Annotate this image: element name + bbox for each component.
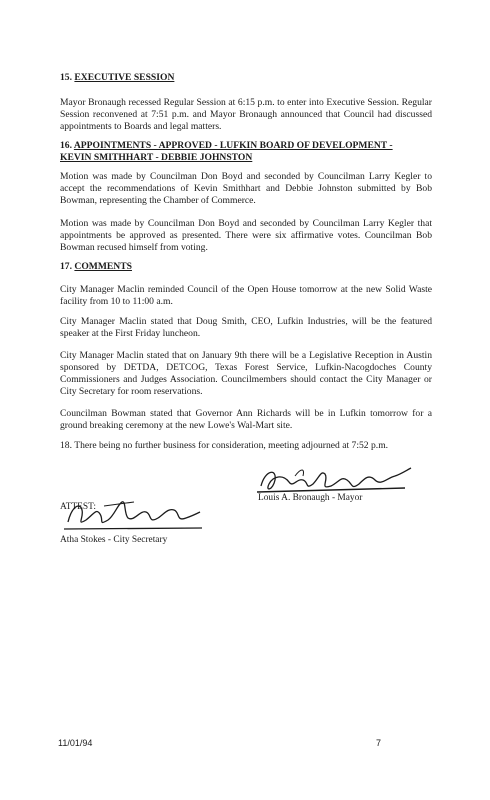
section-16-paragraph-1: Motion was made by Councilman Don Boyd and seconded by Councilman Larry Kegler to accept the recommendations of Kevin Smithhart and Debbie Johnston submitted by Bob Bowman, representing the Chamber of Commerce. (60, 171, 432, 206)
footer-date: 11/01/94 (58, 738, 93, 748)
section-16-paragraph-2: Motion was made by Councilman Don Boyd and seconded by Councilman Larry Kegler that appointments be approved as presented. There were six affirmative votes. Councilman Bob Bowman recused himself from voting. (60, 218, 432, 253)
section-15-title: EXECUTIVE SESSION (74, 72, 175, 83)
section-17-paragraph-4: Councilman Bowman stated that Governor Ann Richards will be in Lufkin tomorrow for a ground breaking ceremony at the new Lowe's Wal-Mart site. (60, 408, 432, 431)
section-16-number: 16. (60, 140, 72, 151)
section-17-paragraph-1: City Manager Maclin reminded Council of the Open House tomorrow at the new Solid Waste facility from 10 to 11:00 a.m. (60, 284, 432, 307)
section-17-number: 17. (60, 261, 72, 272)
section-15-paragraph: Mayor Bronaugh recessed Regular Session at 6:15 p.m. to enter into Executive Session. Regular Session reconvened at 7:51 p.m. and Mayor Bronaugh announced that Council had discussed appointments to Boards and legal matters. (60, 97, 432, 132)
section-17-paragraph-2: City Manager Maclin stated that Doug Smith, CEO, Lufkin Industries, will be the featured speaker at the First Friday luncheon. (60, 316, 432, 339)
section-15-number: 15. (60, 72, 72, 83)
mayor-signature-icon (255, 464, 415, 496)
mayor-name: Louis A. Bronaugh - Mayor (258, 493, 363, 503)
secretary-name: Atha Stokes - City Secretary (60, 535, 168, 545)
section-18-paragraph: 18. There being no further business for consideration, meeting adjourned at 7:52 p.m. (60, 440, 389, 451)
section-16-title-line2: KEVIN SMITHHART - DEBBIE JOHNSTON (60, 152, 253, 163)
section-17-title: COMMENTS (74, 261, 132, 272)
attest-label: ATTEST: (60, 502, 96, 512)
section-17-heading (60, 261, 440, 273)
section-17-paragraph-3: City Manager Maclin stated that on January 9th there will be a Legislative Reception in Austin sponsored by DETDA, DETCOG, Texas Forest Service, Lufkin-Nacogdoches County Commissioners and Judges Association. Councilmembers should contact the City Manager or City Secretary for room reservations. (60, 350, 432, 397)
section-16-heading (60, 140, 440, 164)
footer-page-number: 7 (376, 738, 382, 748)
section-16-title-line1: APPOINTMENTS - APPROVED - LUFKIN BOARD OF DEVELOPMENT - (73, 140, 393, 151)
secretary-signature-icon (64, 496, 204, 532)
section-15-heading (60, 72, 440, 84)
